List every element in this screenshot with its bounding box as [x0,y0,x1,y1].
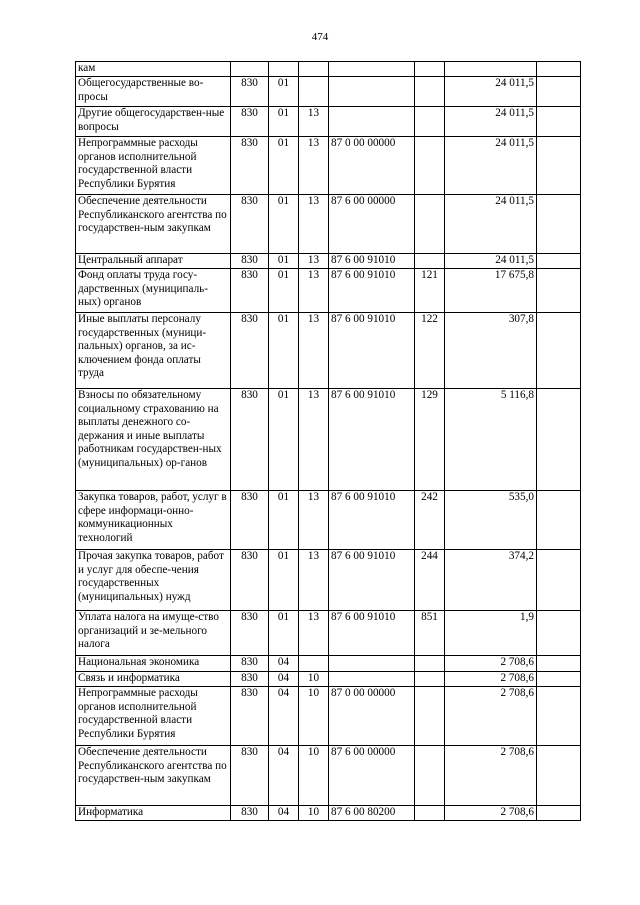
row-empty-cell [537,107,581,137]
row-rz: 01 [269,313,299,389]
row-name: Иные выплаты персоналу государственных (муници-пальных) органов, за ис-ключением фонда оплаты труда [76,313,231,389]
row-ved: 830 [231,137,269,195]
row-empty-cell [537,806,581,821]
row-ved: 830 [231,107,269,137]
row-pr: 13 [299,195,329,254]
row-empty-cell [537,313,581,389]
row-pr [299,656,329,672]
row-sum: 2 708,6 [445,656,537,672]
row-pr: 13 [299,107,329,137]
row-vr [415,137,445,195]
row-cs: 87 6 00 91010 [329,269,415,313]
row-ved: 830 [231,389,269,491]
row-rz: 01 [269,254,299,269]
row-name: Связь и информатика [76,672,231,687]
row-rz: 01 [269,611,299,656]
row-rz: 04 [269,656,299,672]
table-row [76,550,581,611]
row-pr [299,62,329,77]
row-ved: 830 [231,269,269,313]
row-sum: 2 708,6 [445,806,537,821]
row-name: кам [76,62,231,77]
row-cs: 87 0 00 00000 [329,137,415,195]
row-cs [329,656,415,672]
row-empty-cell [537,491,581,550]
row-vr [415,195,445,254]
row-vr: 121 [415,269,445,313]
row-ved: 830 [231,611,269,656]
row-cs: 87 6 00 91010 [329,491,415,550]
row-sum: 535,0 [445,491,537,550]
row-pr: 13 [299,137,329,195]
table-row [76,195,581,254]
row-cs: 87 6 00 00000 [329,746,415,806]
row-vr [415,746,445,806]
row-sum: 2 708,6 [445,672,537,687]
table-row [76,491,581,550]
row-sum: 17 675,8 [445,269,537,313]
row-name: Общегосударственные во-просы [76,77,231,107]
row-name: Национальная экономика [76,656,231,672]
row-pr [299,77,329,107]
row-name: Фонд оплаты труда госу-дарственных (муниципаль-ных) органов [76,269,231,313]
table-row [76,269,581,313]
row-name: Непрограммные расходы органов исполнительной государственной власти Республики Бурятия [76,687,231,746]
row-pr: 10 [299,672,329,687]
row-sum: 24 011,5 [445,77,537,107]
row-ved: 830 [231,550,269,611]
row-sum: 24 011,5 [445,107,537,137]
row-empty-cell [537,254,581,269]
row-pr: 13 [299,611,329,656]
row-cs: 87 6 00 91010 [329,254,415,269]
row-name: Взносы по обязательному социальному страхованию на выплаты денежного со-держания и иные выплаты работникам государствен-ных (муниципальных) ор-ганов [76,389,231,491]
row-ved [231,62,269,77]
row-cs [329,62,415,77]
row-ved: 830 [231,491,269,550]
budget-table [75,61,581,821]
row-rz: 01 [269,107,299,137]
row-empty-cell [537,77,581,107]
row-ved: 830 [231,313,269,389]
row-rz: 04 [269,746,299,806]
row-sum: 307,8 [445,313,537,389]
row-rz: 01 [269,389,299,491]
row-vr [415,254,445,269]
row-pr: 13 [299,389,329,491]
row-sum: 1,9 [445,611,537,656]
table-row [76,107,581,137]
row-empty-cell [537,389,581,491]
row-empty-cell [537,687,581,746]
row-ved: 830 [231,195,269,254]
row-sum: 24 011,5 [445,137,537,195]
row-sum: 5 116,8 [445,389,537,491]
row-ved: 830 [231,254,269,269]
row-name: Закупка товаров, работ, услуг в сфере информаци-онно-коммуникационных технологий [76,491,231,550]
row-rz: 01 [269,550,299,611]
table-row [76,687,581,746]
row-name: Другие общегосударствен-ные вопросы [76,107,231,137]
row-rz: 04 [269,672,299,687]
row-cs: 87 0 00 00000 [329,687,415,746]
row-name: Обеспечение деятельности Республиканского агентства по государствен-ным закупкам [76,195,231,254]
row-ved: 830 [231,77,269,107]
row-sum: 374,2 [445,550,537,611]
row-cs: 87 6 00 00000 [329,195,415,254]
row-rz: 01 [269,491,299,550]
table-row [76,656,581,672]
row-ved: 830 [231,687,269,746]
row-name: Обеспечение деятельности Республиканского агентства по государствен-ным закупкам [76,746,231,806]
row-name: Уплата налога на имуще-ство организаций и зе-мельного налога [76,611,231,656]
row-pr: 13 [299,254,329,269]
table-row [76,611,581,656]
row-name: Прочая закупка товаров, работ и услуг для обеспе-чения государственных (муниципальных) нужд [76,550,231,611]
row-vr: 129 [415,389,445,491]
row-empty-cell [537,195,581,254]
row-vr [415,806,445,821]
row-cs: 87 6 00 91010 [329,389,415,491]
row-sum: 2 708,6 [445,746,537,806]
row-empty-cell [537,746,581,806]
row-sum [445,62,537,77]
row-vr [415,687,445,746]
row-rz: 01 [269,195,299,254]
row-cs: 87 6 00 80200 [329,806,415,821]
page-number: 474 [311,31,329,43]
row-vr [415,62,445,77]
row-pr: 10 [299,746,329,806]
row-empty-cell [537,611,581,656]
table-row [76,77,581,107]
row-empty-cell [537,656,581,672]
row-vr [415,107,445,137]
row-empty-cell [537,62,581,77]
row-rz [269,62,299,77]
table-row [76,254,581,269]
row-vr: 851 [415,611,445,656]
row-cs [329,77,415,107]
row-ved: 830 [231,656,269,672]
row-pr: 13 [299,550,329,611]
row-cs [329,107,415,137]
row-empty-cell [537,550,581,611]
row-sum: 24 011,5 [445,254,537,269]
row-rz: 01 [269,269,299,313]
row-name: Непрограммные расходы органов исполнительной государственной власти Республики Бурятия [76,137,231,195]
row-rz: 01 [269,137,299,195]
table-row [76,62,581,77]
row-ved: 830 [231,806,269,821]
table-row [76,389,581,491]
budget-table-body [76,62,581,821]
table-row [76,672,581,687]
row-empty-cell [537,137,581,195]
row-vr [415,656,445,672]
table-row [76,746,581,806]
row-pr: 10 [299,806,329,821]
row-vr: 122 [415,313,445,389]
row-vr [415,672,445,687]
row-pr: 13 [299,269,329,313]
row-cs: 87 6 00 91010 [329,550,415,611]
row-vr: 244 [415,550,445,611]
row-vr [415,77,445,107]
row-cs [329,672,415,687]
row-name: Информатика [76,806,231,821]
table-row [76,806,581,821]
row-name: Центральный аппарат [76,254,231,269]
row-cs: 87 6 00 91010 [329,313,415,389]
row-pr: 10 [299,687,329,746]
row-empty-cell [537,269,581,313]
row-ved: 830 [231,672,269,687]
table-row [76,313,581,389]
row-rz: 04 [269,687,299,746]
row-sum: 2 708,6 [445,687,537,746]
row-rz: 01 [269,77,299,107]
row-vr: 242 [415,491,445,550]
row-ved: 830 [231,746,269,806]
row-pr: 13 [299,491,329,550]
row-sum: 24 011,5 [445,195,537,254]
row-pr: 13 [299,313,329,389]
row-empty-cell [537,672,581,687]
row-cs: 87 6 00 91010 [329,611,415,656]
table-row [76,137,581,195]
row-rz: 04 [269,806,299,821]
